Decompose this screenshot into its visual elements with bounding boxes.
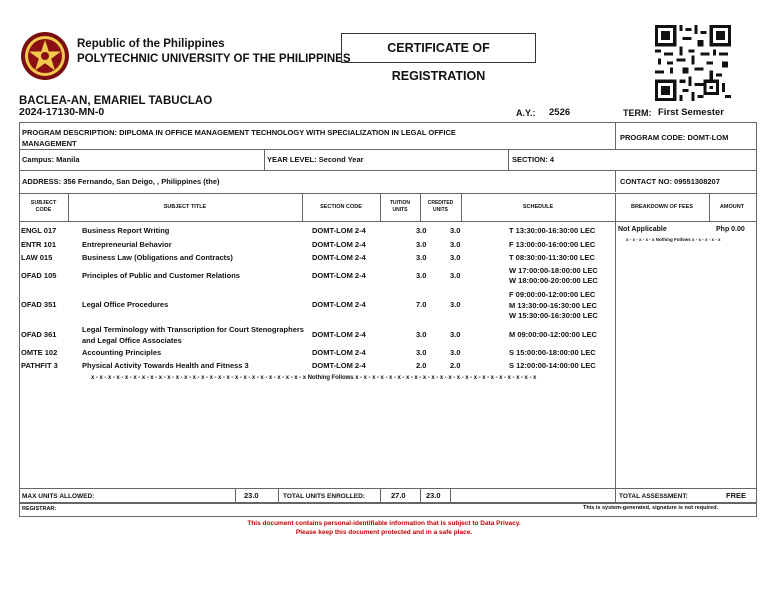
section-code: DOMT-LOM 2-4 [312, 348, 366, 357]
section-code: DOMT-LOM 2-4 [312, 240, 366, 249]
subject-code: OFAD 361 [21, 330, 57, 339]
schedule: S 12:00:00-14:00:00 LEC [509, 361, 596, 370]
subject-code: LAW 015 [21, 253, 53, 262]
section-code: DOMT-LOM 2-4 [312, 271, 366, 280]
credited-units: 3.0 [450, 240, 461, 249]
subject-code: OFAD 351 [21, 300, 57, 309]
section-code: DOMT-LOM 2-4 [312, 361, 366, 370]
academic-year-value: 2526 [549, 107, 571, 118]
subject-title: Legal Office Procedures [82, 300, 169, 309]
qr-code [655, 25, 731, 101]
total-tuition-units: 27.0 [391, 491, 406, 500]
total-credited-units: 23.0 [426, 491, 441, 500]
campus: Campus: Manila [22, 155, 80, 164]
schedule: W 17:00:00-18:00:00 LEC W 18:00:00-20:00:00 LEC [509, 266, 598, 285]
fees-nothing-follows: x - x - x - x - x Nothing Follows x - x - x - x - x [626, 237, 721, 242]
program-description-line1: PROGRAM DESCRIPTION: DIPLOMA IN OFFICE MANAGEMENT TECHNOLOGY WITH SPECIALIZATION IN LEGAL OFFICE [22, 128, 456, 137]
subject-code: OFAD 105 [21, 271, 57, 280]
fee-amount: Php 0.00 [716, 226, 745, 233]
subject-title: Legal Terminology with Transcription for Court Stenographers and Legal Office Associates [82, 325, 304, 345]
tuition-units: 3.0 [416, 226, 427, 235]
total-assessment-value: FREE [726, 491, 747, 500]
fee-item: Not Applicable [618, 226, 667, 233]
republic-title: Republic of the Philippines [77, 38, 225, 50]
schedule: F 09:00:00-12:00:00 LEC M 13:30:00-16:30:00 LEC W 15:30:00-16:30:00 LEC [509, 290, 598, 320]
fees-header: BREAKDOWN OF FEES [630, 204, 694, 210]
tuition-units: 3.0 [416, 330, 427, 339]
nothing-follows-line: x - x - x - x - x - x - x - x - x - x - x - x - x - x - x - x - x - x - x - x - x - x - x - x - x - x Nothing Follows x - x - x - x - x - x - x - x - x - x - x - x - x - x - x - x - x - x - x - x - x - x [91, 375, 537, 381]
student-name: BACLEA-AN, EMARIEL TABUCLAO [19, 95, 213, 107]
subject-title: Entrepreneurial Behavior [82, 240, 172, 249]
contact-number: CONTACT NO: 09551308207 [620, 177, 720, 186]
section-code: DOMT-LOM 2-4 [312, 226, 366, 235]
schedule: S 15:00:00-18:00:00 LEC [509, 348, 596, 357]
section-code: DOMT-LOM 2-4 [312, 300, 366, 309]
max-units-label: MAX UNITS ALLOWED: [22, 493, 95, 500]
max-units-value: 23.0 [244, 491, 259, 500]
year-level: YEAR LEVEL: Second Year [267, 155, 364, 164]
credited-units: 3.0 [450, 253, 461, 262]
credited-units: 3.0 [450, 300, 461, 309]
total-enrolled-label: TOTAL UNITS ENROLLED: [283, 493, 365, 500]
subject-title: Accounting Principles [82, 348, 162, 357]
subject-title: Business Report Writing [82, 226, 170, 235]
schedule-header: SCHEDULE [522, 204, 554, 210]
section: SECTION: 4 [512, 155, 555, 164]
subject-code: OMTE 102 [21, 348, 58, 357]
term-label: TERM: [623, 108, 652, 118]
tuition-units: 3.0 [416, 253, 427, 262]
schedule: M 09:00:00-12:00:00 LEC [509, 330, 597, 339]
total-assessment-label: TOTAL ASSESSMENT: [619, 493, 688, 500]
subject-code: ENGL 017 [21, 226, 57, 235]
schedule: T 08:30:00-11:30:00 LEC [509, 253, 595, 262]
schedule: F 13:00:00-16:00:00 LEC [509, 240, 596, 249]
credited-units-header: CREDITED UNITS [427, 200, 454, 213]
tuition-units: 3.0 [416, 348, 427, 357]
credited-units: 3.0 [450, 271, 461, 280]
subject-title: Physical Activity Towards Health and Fitness 3 [82, 361, 249, 370]
section-code: DOMT-LOM 2-4 [312, 330, 366, 339]
document-title: CERTIFICATE OF REGISTRATION [341, 33, 536, 63]
term-value: First Semester [658, 107, 725, 118]
university-name: POLYTECHNIC UNIVERSITY OF THE PHILIPPINES [77, 53, 351, 65]
section-code-header: SECTION CODE [320, 204, 362, 210]
section-code: DOMT-LOM 2-4 [312, 253, 366, 262]
program-description-line2: MANAGEMENT [22, 139, 77, 148]
subject-title: Principles of Public and Customer Relations [82, 271, 240, 280]
system-note: This is system-generated, signature is not required. [583, 505, 719, 511]
tuition-units: 7.0 [416, 300, 427, 309]
tuition-units: 3.0 [416, 271, 427, 280]
address: ADDRESS: 356 Fernando, San Deigo, , Philippines (the) [22, 177, 220, 186]
credited-units: 2.0 [450, 361, 461, 370]
tuition-units: 3.0 [416, 240, 427, 249]
academic-year-label: A.Y.: [516, 108, 536, 118]
credited-units: 3.0 [450, 348, 461, 357]
tuition-units: 2.0 [416, 361, 427, 370]
subject-title: Business Law (Obligations and Contracts) [82, 253, 233, 262]
program-description [22, 127, 456, 149]
amount-header: AMOUNT [719, 204, 745, 210]
pup-seal-logo [20, 31, 70, 81]
privacy-notice-line1: This document contains personal-identifiable information that is subject to Data Privacy. [247, 520, 521, 527]
tuition-units-header: TUITION UNITS [390, 200, 410, 213]
subject-code: PATHFIT 3 [21, 361, 58, 370]
program-code: PROGRAM CODE: DOMT-LOM [620, 133, 729, 142]
student-number: 2024-17130-MN-0 [19, 106, 105, 118]
subject-code-header: SUBJECT CODE [30, 200, 57, 213]
registrar-label: REGISTRAR: [22, 506, 57, 512]
subject-code: ENTR 101 [21, 240, 57, 249]
privacy-notice-line2: Please keep this document protected and in a safe place. [295, 529, 473, 536]
credited-units: 3.0 [450, 226, 461, 235]
schedule: T 13:30:00-16:30:00 LEC [509, 226, 596, 235]
credited-units: 3.0 [450, 330, 461, 339]
subject-title-header: SUBJECT TITLE [163, 204, 207, 210]
